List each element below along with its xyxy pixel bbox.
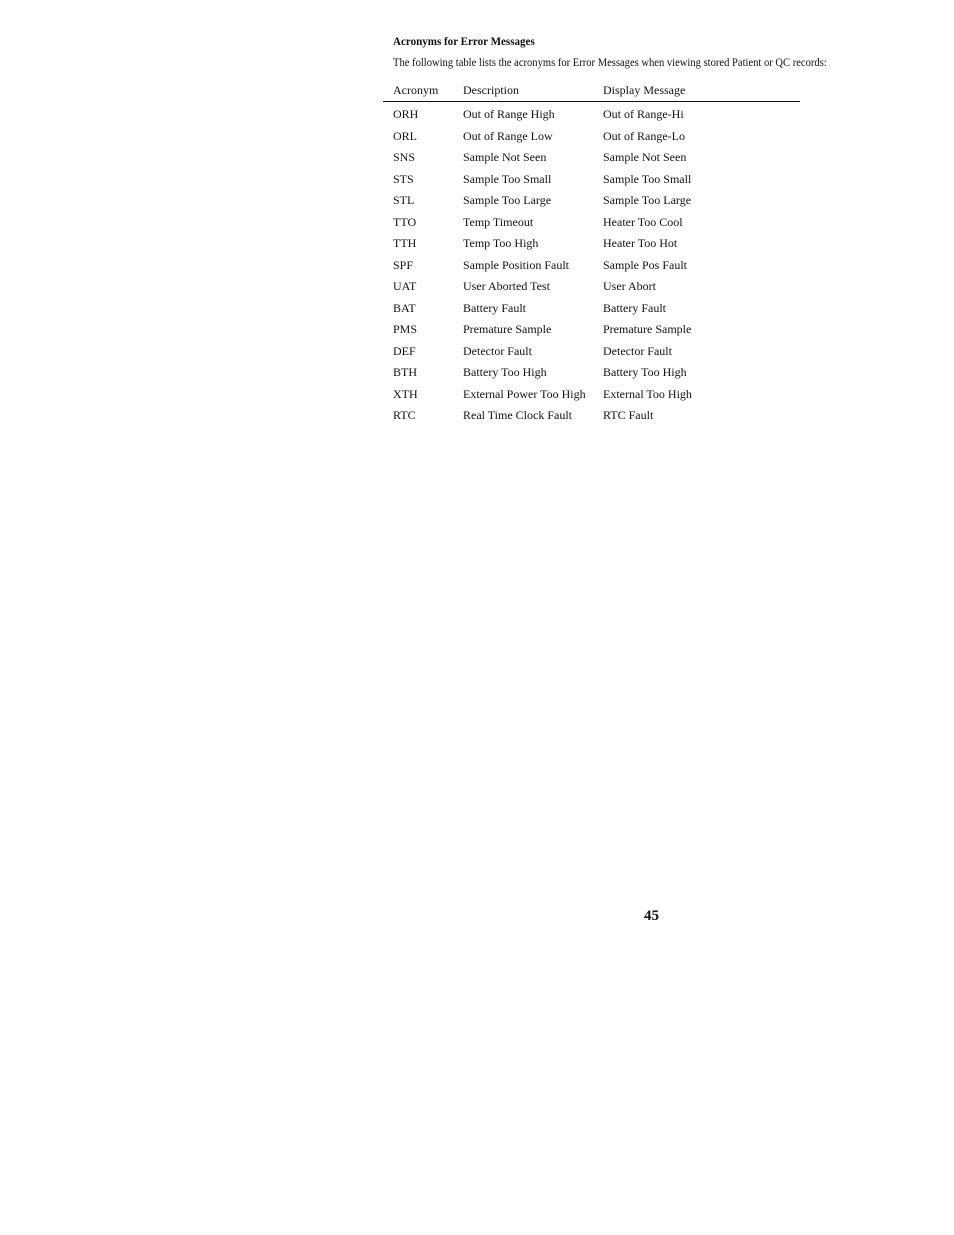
acronym-cell: SNS <box>393 150 416 164</box>
acronym-cell: TTO <box>393 214 417 229</box>
section-title: Acronyms for Error Messages <box>393 34 535 48</box>
acronym-cell: RTC <box>393 408 416 422</box>
acronym-cell: STS <box>393 171 414 186</box>
display-message-cell: Out of Range-Hi <box>603 107 684 121</box>
table-row <box>383 212 800 234</box>
display-message-cell: Out of Range-Lo <box>603 128 685 143</box>
description-cell: Out of Range Low <box>463 128 553 143</box>
table-row <box>383 126 800 148</box>
table-row <box>383 298 800 320</box>
table-row <box>383 319 800 341</box>
display-message-cell: Battery Too High <box>603 365 687 379</box>
description-cell: Temp Too High <box>463 236 539 250</box>
table-row <box>383 169 800 191</box>
display-message-cell: Sample Too Small <box>603 171 692 186</box>
display-message-cell: RTC Fault <box>603 408 654 422</box>
page-number: 45 <box>644 908 659 924</box>
table-header <box>383 82 800 102</box>
table-row <box>383 362 800 384</box>
acronym-cell: SPF <box>393 257 414 272</box>
acronym-cell: BTH <box>393 365 417 379</box>
table-body <box>383 104 800 427</box>
table-row <box>383 255 800 277</box>
header-acronym: Acronym <box>393 83 439 97</box>
acronym-cell: UAT <box>393 279 417 293</box>
acronym-cell: ORH <box>393 107 419 121</box>
display-message-cell: Heater Too Cool <box>603 214 683 229</box>
header-description: Description <box>463 83 519 97</box>
display-message-cell: Premature Sample <box>603 322 692 336</box>
description-cell: Sample Too Large <box>463 193 552 207</box>
table-row <box>383 405 800 427</box>
description-cell: User Aborted Test <box>463 279 550 293</box>
table-row <box>383 276 800 298</box>
acronym-cell: ORL <box>393 128 417 143</box>
description-cell: External Power Too High <box>463 386 586 401</box>
description-cell: Out of Range High <box>463 107 555 121</box>
table-row <box>383 341 800 363</box>
description-cell: Detector Fault <box>463 343 532 358</box>
acronym-table <box>383 82 800 427</box>
header-display-message: Display Message <box>603 83 686 97</box>
intro-paragraph: The following table lists the acronyms for Error Messages when viewing stored Patient or QC records: <box>393 55 827 69</box>
description-cell: Sample Too Small <box>463 171 552 186</box>
display-message-cell: Detector Fault <box>603 343 672 358</box>
acronym-cell: BAT <box>393 300 416 315</box>
table-row <box>383 104 800 126</box>
display-message-cell: Battery Fault <box>603 300 666 315</box>
description-cell: Battery Too High <box>463 365 547 379</box>
description-cell: Premature Sample <box>463 322 552 336</box>
acronym-cell: DEF <box>393 343 416 358</box>
acronym-cell: TTH <box>393 236 417 250</box>
description-cell: Sample Not Seen <box>463 150 547 164</box>
display-message-cell: External Too High <box>603 386 692 401</box>
display-message-cell: Sample Too Large <box>603 193 692 207</box>
display-message-cell: Sample Pos Fault <box>603 257 688 272</box>
table-row <box>383 233 800 255</box>
display-message-cell: Sample Not Seen <box>603 150 687 164</box>
table-row <box>383 190 800 212</box>
description-cell: Battery Fault <box>463 300 526 315</box>
description-cell: Sample Position Fault <box>463 257 570 272</box>
table-row <box>383 147 800 169</box>
description-cell: Real Time Clock Fault <box>463 408 573 422</box>
description-cell: Temp Timeout <box>463 214 534 229</box>
acronym-cell: XTH <box>393 386 418 401</box>
display-message-cell: User Abort <box>603 279 656 293</box>
display-message-cell: Heater Too Hot <box>603 236 678 250</box>
acronym-cell: STL <box>393 193 415 207</box>
table-row <box>383 384 800 406</box>
acronym-cell: PMS <box>393 322 418 336</box>
